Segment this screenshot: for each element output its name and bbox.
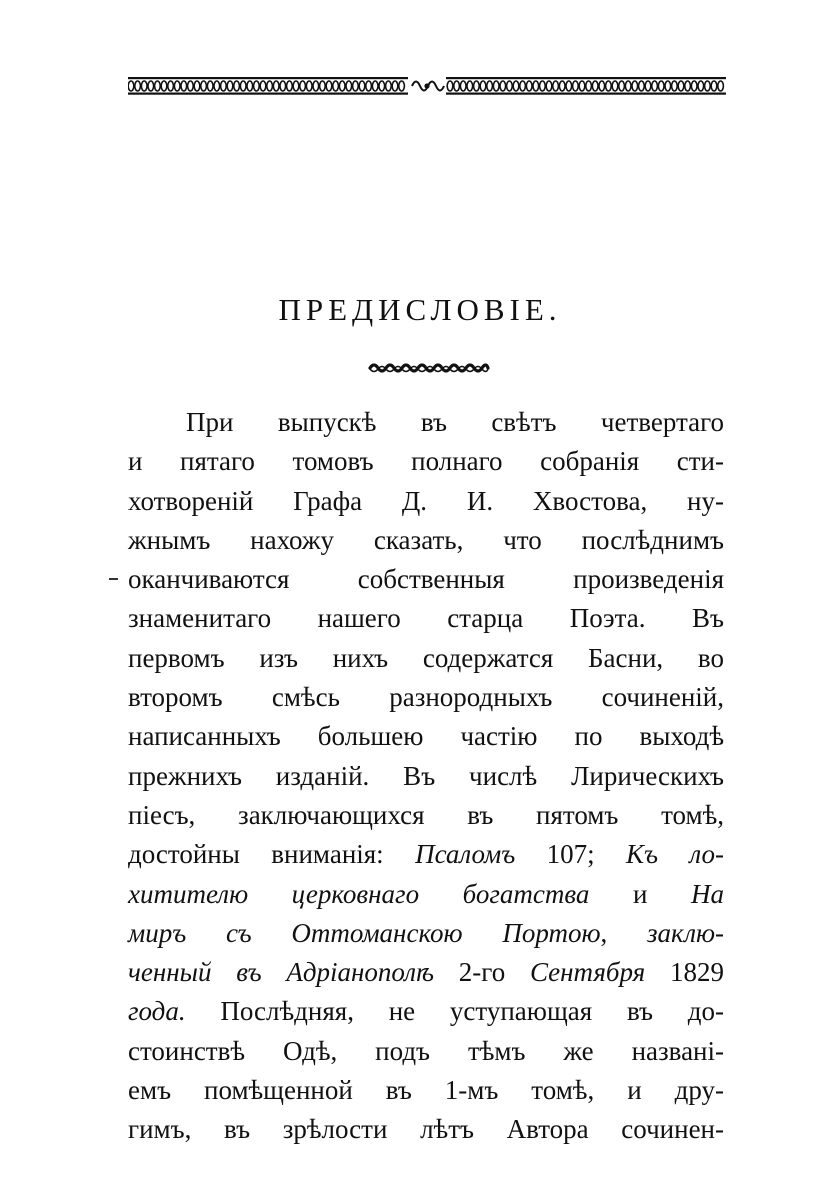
text-line — [128, 1110, 724, 1149]
text-line — [128, 796, 724, 835]
italic-text-segment: Псаломъ — [415, 839, 516, 870]
text-segment: написанныхъ большею частію по выходѣ — [128, 721, 724, 752]
text-line — [128, 875, 724, 914]
text-segment: емъ помѣщенной въ 1-мъ томѣ, и дру- — [128, 1075, 724, 1106]
text-line — [128, 757, 724, 796]
text-segment: и — [589, 878, 691, 909]
text-segment: 1829 — [645, 957, 724, 988]
text-segment: жнымъ нахожу сказать, что послѣднимъ — [128, 524, 724, 555]
text-segment: При выпускѣ въ свѣтъ четвертаго — [186, 407, 724, 437]
text-line — [128, 717, 724, 756]
text-line — [128, 521, 724, 560]
text-line — [128, 835, 724, 874]
text-line — [128, 403, 724, 442]
text-segment: второмъ смѣсь разнородныхъ сочиненій, — [128, 682, 724, 713]
text-segment: гимъ, въ зрѣлости лѣтъ Автора сочинен- — [128, 1114, 724, 1145]
italic-text-segment: Сентября — [529, 957, 646, 988]
text-segment: хотвореній Графа Д. И. Хвостова, ну- — [128, 485, 724, 516]
wave-ornament-icon — [368, 359, 490, 377]
chain-ornament-icon — [128, 74, 726, 98]
text-line — [128, 1032, 724, 1071]
text-line — [128, 560, 724, 599]
text-segment: оканчиваются собственныя произведенія — [128, 564, 724, 595]
text-line — [128, 914, 724, 953]
page-title: ПРЕДИСЛОВІЕ. — [278, 292, 562, 327]
text-segment: достойны вниманія: — [128, 839, 416, 870]
text-segment: 107; — [515, 839, 627, 870]
text-line — [128, 639, 724, 678]
text-segment: , — [600, 917, 647, 948]
text-segment: и пятаго томовъ полнаго собранія сти- — [128, 446, 724, 477]
text-segment: знаменитаго нашего старца Поэта. Въ — [128, 603, 724, 634]
italic-text-segment: года. — [128, 996, 186, 1027]
stray-ink-mark — [109, 578, 118, 580]
text-line — [128, 678, 724, 717]
text-line — [128, 442, 724, 481]
text-segment: Послѣдняя, не уступающая въ до- — [185, 996, 724, 1027]
text-line — [128, 992, 724, 1031]
text-line — [128, 482, 724, 521]
italic-text-segment: заклю- — [647, 917, 725, 948]
text-segment: первомъ изъ нихъ содержатся Басни, во — [128, 642, 724, 673]
italic-text-segment: хитителю церковнаго богатства — [128, 878, 590, 909]
italic-text-segment: Къ ло- — [626, 839, 724, 870]
italic-text-segment: На — [691, 878, 724, 909]
text-segment: піесъ, заключающихся въ пятомъ томѣ, — [128, 799, 724, 830]
text-segment: прежнихъ изданій. Въ числѣ Лирическихъ — [128, 760, 724, 791]
italic-text-segment: ченный въ Адріанополѣ — [128, 957, 435, 988]
text-line — [128, 953, 724, 992]
text-segment: стоинствѣ Одѣ, подъ тѣмъ же названі- — [128, 1035, 724, 1066]
header-ornament-rule — [128, 74, 726, 98]
text-line — [128, 1071, 724, 1110]
italic-text-segment: миръ съ Оттоманскою Портою — [128, 917, 601, 948]
preface-paragraph — [128, 403, 724, 1150]
title-divider — [368, 359, 490, 377]
text-segment: 2-го — [434, 957, 530, 988]
text-line — [128, 599, 724, 638]
